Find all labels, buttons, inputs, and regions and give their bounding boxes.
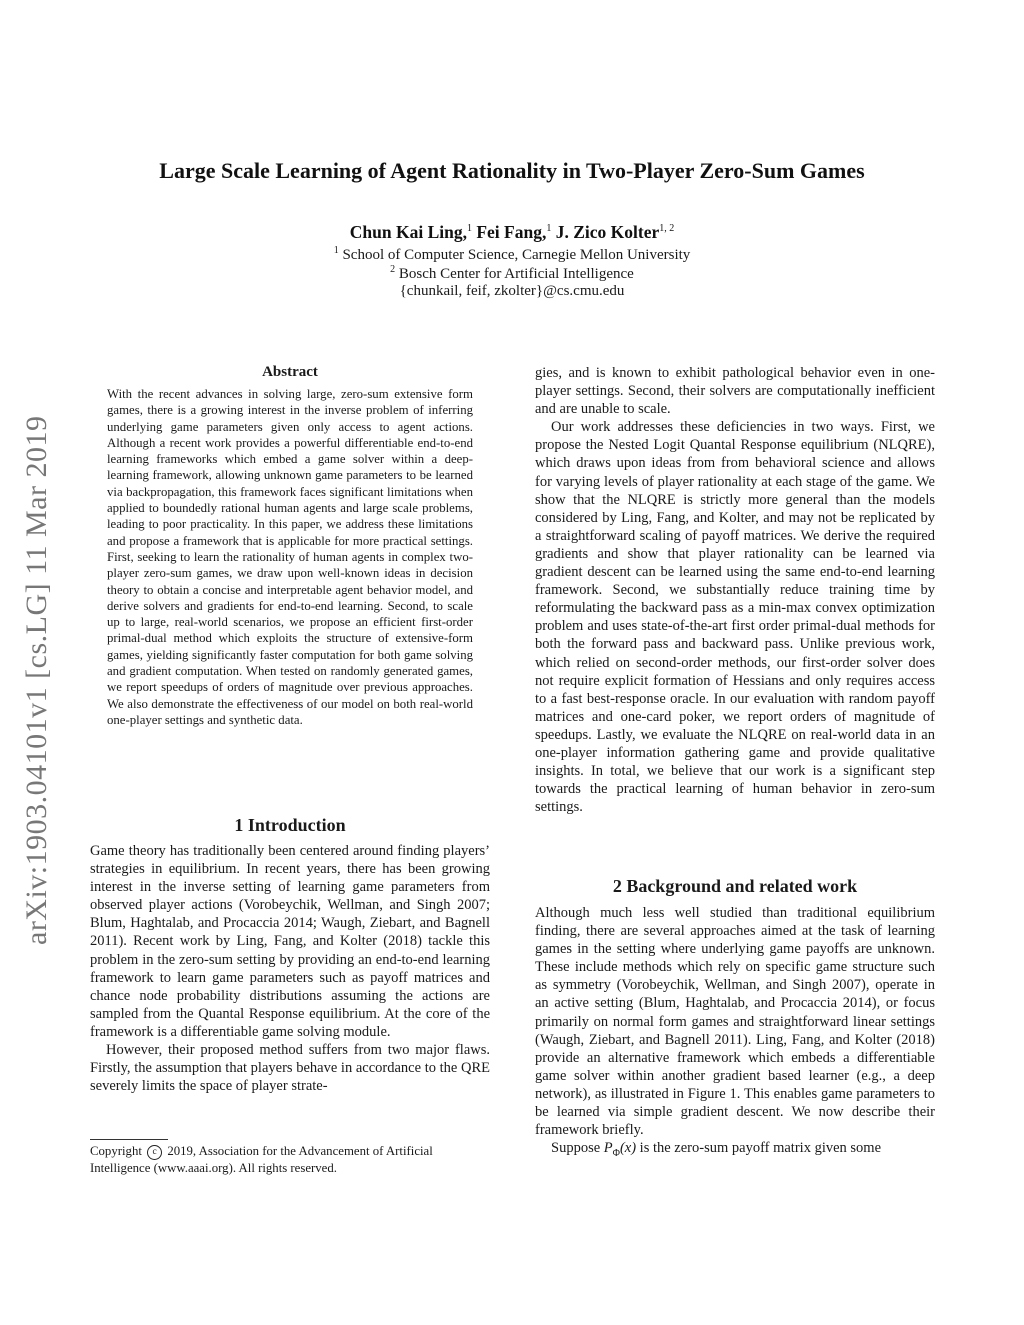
- abstract-heading: Abstract: [262, 364, 318, 380]
- author-name: Chun Kai Ling,: [349, 222, 467, 242]
- abstract-text: With the recent advances in solving large, zero-sum extensive form games, there is a growing interest in the inverse problem of inferring underlying game parameters given only access to agent actions. Although a recent work provides a powerful differentiable end-to-end learning frameworks which embed a game solver within a deep-learning framework, allowing unknown game parameters to be learned via backpropagation, this framework faces significant limitations when applied to boundedly rational human agents and large scale problems, leading to poor practicality. In this paper, we address these limitations and propose a framework that is applicable for more practical settings. First, seeking to learn the rationality of human agents in complex two-player zero-sum games, we draw upon well-known ideas in decision theory to obtain a concise and interpretable agent behavior model, and derive solvers and gradients for end-to-end learning. Second, to scale up to large, real-world scenarios, we propose an efficient first-order primal-dual method which exploits the structure of extensive-form games, yielding significantly faster computation for both game solving and gradient computation. When tested on randomly generated games, we report speedups of orders of magnitude over previous approaches. We also demonstrate the effectiveness of our model on both real-world one-player settings and synthetic data.: [107, 387, 473, 727]
- author-name: J. Zico Kolter: [555, 222, 660, 242]
- affiliation: $^1$ School of Computer Science, Carnegie Mellon University: [333, 245, 691, 263]
- copyright-notice: Copyright c 2019, Association for the Advancement of Artificial Intelligence (www.aaai.org). All rights reserved.: [90, 1144, 433, 1175]
- author-email: {chunkail, feif, zkolter}@cs.cmu.edu: [399, 283, 625, 299]
- section-heading-background: 2 Background and related work: [612, 876, 858, 896]
- author-affiliation-mark: 1: [466, 223, 472, 235]
- right-column-intro-continuation: [535, 364, 935, 816]
- author-name: Fei Fang,: [476, 222, 547, 242]
- author-affiliation-mark: 1, 2: [659, 223, 675, 235]
- footnote-divider: [90, 1139, 168, 1140]
- affiliation: $^2$ Bosch Center for Artificial Intelligence: [390, 264, 634, 282]
- paper-title: Large Scale Learning of Agent Rationality in Two-Player Zero-Sum Games: [159, 158, 865, 183]
- copyright-icon: c: [147, 1145, 162, 1160]
- paragraph: Game theory has traditionally been centered around finding players’ strategies in equilibrium. In recent years, there has been growing interest in the inverse setting of learning game parameters from observed player actions (Vorobeychik, Wellman, and Singh 2007; Blum, Haghtalab, and Procaccia 2014; Waugh, Ziebart, and Bagnell 2011). Recent work by Ling, Fang, and Kolter (2018) tackle this problem in the zero-sum setting by providing an end-to-end learning framework to learn game parameters such as payoff matrices and chance node probability distributions assuming the actions are sampled from the Quantal Response equilibrium. At the core of the framework is a differentiable game solving module.: [90, 843, 490, 1040]
- introduction-body: [90, 842, 490, 1095]
- paragraph: Our work addresses these deficiencies in two ways. First, we propose the Nested Logit Quantal Response equilibrium (NLQRE), which draws upon ideas from from behavioral science and allows for varying levels of player rationality at each stage of the game. We show that the NLQRE is strictly more general than the models considered by Ling, Fang, and Kolter, and may not be replicated by a straightforward scaling of payoff matrices. We derive the required gradients and show that player rationality can be learned via gradient descent can be learned using the same end-to-end learning framework. Second, we substantially reduce training time by reformulating the backward pass as a min-max convex optimization problem and uses state-of-the-art first order primal-dual methods for both the forward pass and backward pass. Unlike previous work, which relied on second-order methods, our first-order solver does not require explicit formation of Hessians and only requires access to a fast best-response oracle. In our evaluation with random payoff matrices and one-card poker, we report orders of magnitude of speedups. Lastly, we evaluate the NLQRE on real-world data in an one-player information gathering game and provide qualitative insights. In total, we believe that our work is a significant step towards the practical learning of human behavior in zero-sum settings.: [535, 419, 935, 816]
- paragraph: However, their proposed method suffers from two major flaws. Firstly, the assumption that players behave in accordance to the QRE severely limits the space of player strate-: [90, 1042, 490, 1095]
- section-heading-introduction: 1 Introduction: [234, 815, 346, 835]
- paragraph: gies, and is known to exhibit pathological behavior even in one-player settings. Second, their solvers are computationally inefficient and are unable to scale.: [535, 365, 935, 418]
- payoff-matrix-symbol: $P_\Phi(x)$: [603, 1140, 637, 1160]
- background-body: [535, 904, 935, 1163]
- paragraph: Although much less well studied than traditional equilibrium finding, there are several approaches aimed at the task of learning games in the setting where underlying game payoffs are unknown. These include methods which rely on specific game structure such as symmetry (Vorobeychik, Wellman, and Singh 2007), operate in an active setting (Blum, Haghtalab, and Procaccia 2014), or focus primarily on normal form games and straightforward linear settings (Waugh, Ziebart, and Bagnell 2011). Ling, Fang, and Kolter (2018) provide an alternative framework which embeds a differentiable game solver within another gradient based learner (e.g., a deep network), as illustrated in Figure 1. This enables game parameters to be learned via simple gradient descent. We now describe their framework briefly.: [535, 905, 935, 1139]
- arxiv-identifier-stamp: arXiv:1903.04101v1 [cs.LG] 11 Mar 2019: [20, 415, 53, 945]
- author-affiliation-mark: 1: [546, 223, 552, 235]
- author-list: [0, 222, 1024, 243]
- paragraph: Suppose $P_\Phi(x)$ is the zero-sum payoff matrix given some: [551, 1140, 882, 1160]
